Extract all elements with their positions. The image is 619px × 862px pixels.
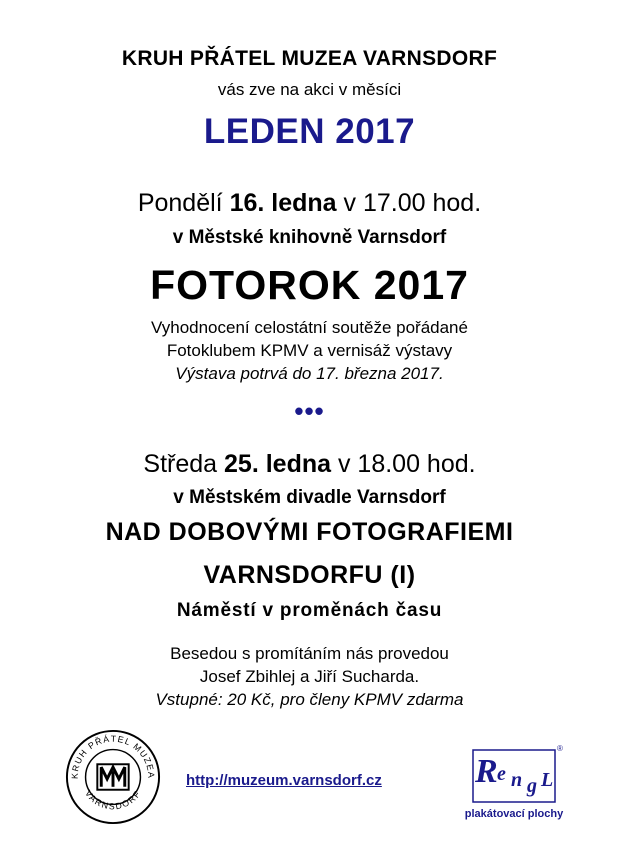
svg-text:VARNSDORF: VARNSDORF (83, 788, 143, 812)
museum-seal-logo (64, 728, 162, 826)
event1-day: Pondělí (137, 189, 223, 217)
event1-datetime (0, 189, 619, 218)
event2-title-line2: VARNSDORFU (I) (203, 561, 416, 589)
event2-venue: v Městském divadle Varnsdorf (173, 487, 446, 508)
separator-dots: ••• (294, 396, 325, 426)
event1-time: v 17.00 hod. (343, 189, 482, 217)
logo-caption: plakátovací plochy (464, 808, 564, 820)
museum-website-link[interactable]: http://muzeum.varnsdorf.cz (186, 772, 382, 789)
event1-description-line1: Vyhodnocení celostátní soutěže pořádané (151, 318, 468, 337)
svg-text:R: R (475, 753, 498, 790)
event2-time: v 18.00 hod. (337, 450, 476, 478)
event2-subtitle: Náměstí v proměnách času (176, 600, 443, 621)
event2-note: Vstupné: 20 Kč, pro členy KPMV zdarma (155, 690, 464, 709)
organization-name: KRUH PŘÁTEL MUZEA VARNSDORF (121, 47, 498, 70)
invitation-text: vás zve na akci v měsíci (217, 80, 402, 99)
svg-text:KRUH PŘÁTEL MUZEA: KRUH PŘÁTEL MUZEA (69, 733, 157, 780)
event1-note: Výstava potrvá do 17. března 2017. (175, 364, 444, 383)
svg-text:e: e (497, 763, 506, 785)
event2-date: 25. ledna (224, 450, 332, 478)
svg-text:®: ® (557, 744, 563, 753)
month-heading: LEDEN 2017 (203, 112, 416, 151)
event2-day: Středa (143, 450, 218, 478)
event2-description-line2: Josef Zbihlej a Jiří Sucharda. (199, 667, 420, 686)
svg-text:g: g (527, 775, 537, 797)
event2-datetime (0, 450, 619, 479)
svg-text:L: L (541, 769, 554, 791)
event1-venue: v Městské knihovně Varnsdorf (172, 227, 447, 248)
event1-title: FOTOROK 2017 (150, 262, 469, 308)
event2-description-line1: Besedou s promítáním nás provedou (170, 644, 449, 663)
event1-description-line2: Fotoklubem KPMV a vernisáž výstavy (166, 341, 453, 360)
event1-date: 16. ledna (229, 189, 337, 217)
svg-text:n: n (511, 769, 523, 791)
event2-title-line1: NAD DOBOVÝMI FOTOGRAFIEMI (105, 518, 514, 546)
